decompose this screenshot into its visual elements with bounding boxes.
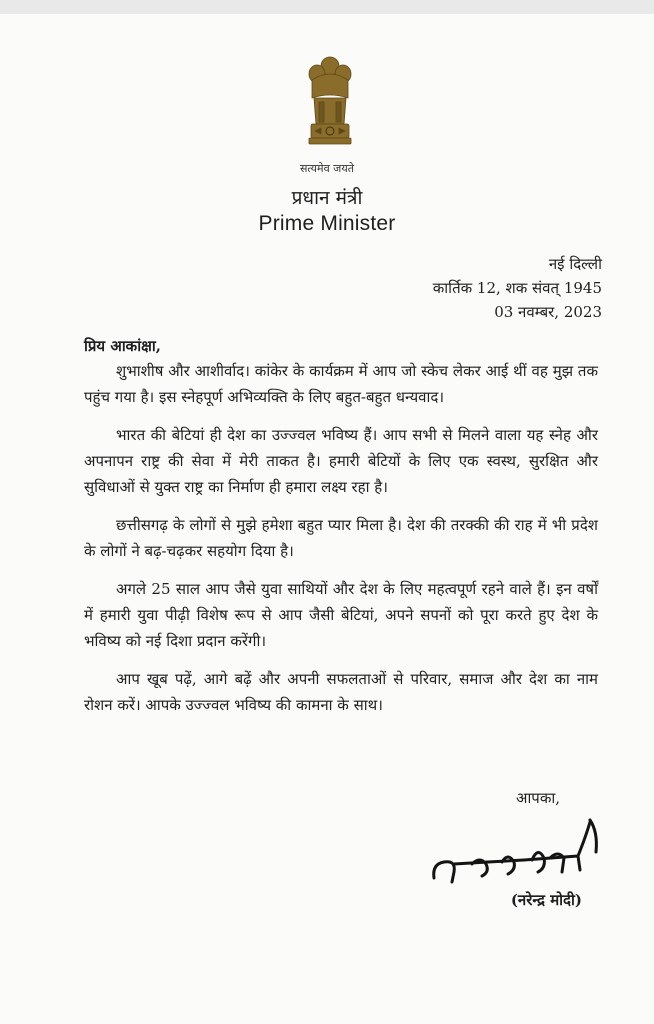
office-title-hindi: प्रधान मंत्री [291,187,363,209]
state-emblem-icon [306,54,354,158]
handwritten-signature [428,812,608,892]
office-title-english: Prime Minister [258,212,396,235]
paragraph: छत्तीसगढ़ के लोगों से मुझे हमेशा बहुत प्यार मिला है। देश की तरक्की की राह में भी प्रदेश के लोगों ने बढ़-चढ़कर सहयोग दिया है। [84,516,598,560]
dateline [433,252,602,324]
emblem-motto: सत्यमेव जयते [299,162,354,175]
closing: आपका, [515,789,560,807]
paragraph: अगले 25 साल आप जैसे युवा साथियों और देश के लिए महत्वपूर्ण रहने वाले हैं। इन वर्षों में हमारी युवा पीढ़ी विशेष रूप से आप जैसी बेटियां, अपने सपनों को पूरा करते हुए देश के भविष्य को नई दिशा प्रदान करेंगी। [84,580,598,650]
salutation: प्रिय आकांक्षा, [84,337,161,355]
gregorian-date: 03 नवम्बर, 2023 [494,303,602,321]
signatory-name: (नरेन्द्र मोदी) [510,891,582,909]
letter-body [84,358,598,730]
letter-page [0,14,654,1024]
place-name: नई दिल्ली [548,255,602,273]
paragraph: भारत की बेटियां ही देश का उज्ज्वल भविष्य हैं। आप सभी से मिलने वाला यह स्नेह और अपनापन राष्ट्र की सेवा में मेरी ताकत है। हमारी बेटियों के लिए एक स्वस्थ, सुरक्षित और सुविधाओं से युक्त राष्ट्र का निर्माण ही हमारा लक्ष्य रहा है। [84,426,598,496]
paragraph: शुभाशीष और आशीर्वाद। कांकेर के कार्यक्रम में आप जो स्केच लेकर आई थीं वह मुझ तक पहुंच गया है। इस स्नेहपूर्ण अभिव्यक्ति के लिए बहुत-बहुत धन्यवाद। [84,362,598,406]
paragraph: आप खूब पढ़ें, आगे बढ़ें और अपनी सफलताओं से परिवार, समाज और देश का नाम रोशन करें। आपके उज्ज्वल भविष्य की कामना के साथ। [84,670,598,714]
saka-date: कार्तिक 12, शक संवत् 1945 [432,279,602,297]
